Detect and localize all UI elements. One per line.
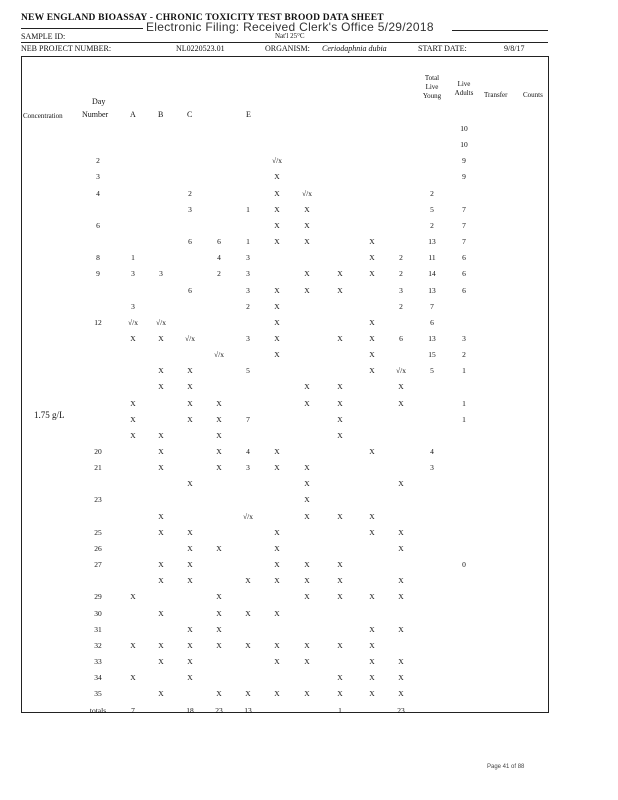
table-cell-e: 2 bbox=[246, 301, 250, 311]
table-cell-c: X bbox=[187, 366, 193, 376]
table-cell-b: X bbox=[158, 608, 164, 618]
table-cell-la: 3 bbox=[462, 333, 466, 343]
table-cell-j: X bbox=[398, 543, 404, 553]
table-cell-f: X bbox=[274, 543, 280, 553]
table-cell-tot: 3 bbox=[430, 463, 434, 473]
table-cell-g: X bbox=[304, 398, 310, 408]
table-cell-j: X bbox=[398, 527, 404, 537]
column-counts: Counts bbox=[523, 91, 543, 99]
table-cell-tot: 14 bbox=[428, 269, 436, 279]
table-cell-g: √/x bbox=[302, 188, 312, 198]
table-cell-h: X bbox=[337, 285, 343, 295]
table-cell-b: X bbox=[158, 640, 164, 650]
table-cell-g: X bbox=[304, 382, 310, 392]
table-cell-c: X bbox=[187, 527, 193, 537]
table-cell-f: X bbox=[274, 656, 280, 666]
day-number: 6 bbox=[96, 220, 100, 230]
table-cell-a: X bbox=[130, 398, 136, 408]
table-cell-j: 3 bbox=[399, 285, 403, 295]
table-cell-a: X bbox=[130, 592, 136, 602]
table-cell-g: X bbox=[304, 511, 310, 521]
column-transfer: Transfer bbox=[484, 91, 508, 99]
table-cell-c: √/x bbox=[185, 333, 195, 343]
totals-label: totals bbox=[89, 706, 107, 716]
table-cell-h: X bbox=[337, 511, 343, 521]
table-cell-f: √/x bbox=[272, 156, 282, 166]
table-cell-g: X bbox=[304, 689, 310, 699]
table-cell-la: 7 bbox=[462, 204, 466, 214]
table-cell-d: X bbox=[216, 414, 222, 424]
table-cell-b: X bbox=[158, 560, 164, 570]
table-cell-d: 2 bbox=[217, 269, 221, 279]
table-cell-g: X bbox=[304, 479, 310, 489]
table-cell-b: 3 bbox=[159, 269, 163, 279]
start-date-label: START DATE: bbox=[418, 44, 467, 53]
table-cell-b: X bbox=[158, 689, 164, 699]
table-cell-j: X bbox=[398, 689, 404, 699]
table-cell-d: X bbox=[216, 640, 222, 650]
column-live-adults: Live Adults bbox=[454, 80, 474, 98]
table-cell-f: X bbox=[274, 188, 280, 198]
table-cell-f: X bbox=[274, 220, 280, 230]
table-cell-b: √/x bbox=[156, 317, 166, 327]
table-cell-e: 3 bbox=[246, 269, 250, 279]
table-cell-j: 2 bbox=[399, 301, 403, 311]
table-cell-h: X bbox=[337, 576, 343, 586]
table-cell-la: 6 bbox=[462, 253, 466, 263]
day-number: 29 bbox=[94, 592, 102, 602]
day-number: 8 bbox=[96, 253, 100, 263]
table-cell-e: 7 bbox=[246, 414, 250, 424]
table-cell-la: 9 bbox=[462, 172, 466, 182]
table-cell-b: X bbox=[158, 447, 164, 456]
totals-cell-a: 7 bbox=[131, 706, 135, 716]
column-concentration: Concentration bbox=[23, 112, 63, 120]
table-cell-e: X bbox=[245, 608, 251, 618]
table-cell-c: X bbox=[187, 382, 193, 392]
table-cell-la: 1 bbox=[462, 398, 466, 408]
table-cell-j: √/x bbox=[396, 366, 406, 376]
day-number: 31 bbox=[94, 624, 102, 634]
table-cell-f: X bbox=[274, 527, 280, 537]
table-cell-a: X bbox=[130, 414, 136, 424]
organism-value: Ceriodaphnia dubia bbox=[322, 44, 387, 53]
table-cell-j: X bbox=[398, 624, 404, 634]
column-total-live-young: Total Live Young bbox=[422, 74, 442, 100]
totals-cell-j: 23 bbox=[397, 706, 405, 716]
table-cell-e: 1 bbox=[246, 204, 250, 214]
column-b: B bbox=[158, 110, 164, 119]
table-cell-g: X bbox=[304, 592, 310, 602]
concentration-value: 1.75 g/L bbox=[34, 410, 65, 420]
table-cell-d: 6 bbox=[217, 237, 221, 247]
table-cell-e: 3 bbox=[246, 285, 250, 295]
project-number-value: NL0220523.01 bbox=[176, 44, 225, 53]
table-cell-a: 3 bbox=[131, 301, 135, 311]
table-cell-b: X bbox=[158, 656, 164, 666]
table-cell-j: 2 bbox=[399, 269, 403, 279]
table-cell-la: 7 bbox=[462, 237, 466, 247]
header-rule-right bbox=[452, 30, 548, 31]
table-cell-g: X bbox=[304, 204, 310, 214]
table-cell-b: X bbox=[158, 463, 164, 473]
table-cell-f: X bbox=[274, 350, 280, 360]
totals-cell-d: 23 bbox=[215, 706, 223, 716]
table-cell-j: X bbox=[398, 656, 404, 666]
table-cell-f: X bbox=[274, 172, 280, 182]
table-cell-a: X bbox=[130, 673, 136, 683]
header-rule-bottom bbox=[21, 56, 548, 57]
table-cell-c: X bbox=[187, 479, 193, 489]
table-cell-g: X bbox=[304, 285, 310, 295]
table-cell-e: 3 bbox=[246, 333, 250, 343]
table-cell-d: X bbox=[216, 463, 222, 473]
table-cell-la: 6 bbox=[462, 285, 466, 295]
table-cell-b: X bbox=[158, 527, 164, 537]
project-number-label: NEB PROJECT NUMBER: bbox=[21, 44, 112, 53]
table-cell-f: X bbox=[274, 463, 280, 473]
page-number: Page 41 of 88 bbox=[487, 764, 525, 770]
table-cell-e: X bbox=[245, 576, 251, 586]
column-a: A bbox=[130, 110, 136, 119]
table-cell-f: X bbox=[274, 301, 280, 311]
table-cell-la: 7 bbox=[462, 220, 466, 230]
table-cell-h: X bbox=[337, 673, 343, 683]
table-cell-la: 9 bbox=[462, 156, 466, 166]
table-cell-b: X bbox=[158, 430, 164, 440]
table-cell-h: X bbox=[337, 269, 343, 279]
table-cell-f: X bbox=[274, 640, 280, 650]
table-cell-d: X bbox=[216, 447, 222, 456]
totals-cell-c: 18 bbox=[186, 706, 194, 716]
table-cell-h: X bbox=[337, 414, 343, 424]
table-cell-d: X bbox=[216, 398, 222, 408]
table-cell-la: 6 bbox=[462, 269, 466, 279]
table-cell-i: X bbox=[369, 350, 375, 360]
table-cell-b: X bbox=[158, 511, 164, 521]
table-cell-tot: 4 bbox=[430, 447, 434, 456]
day-number: 25 bbox=[94, 527, 102, 537]
table-cell-c: 6 bbox=[188, 285, 192, 295]
table-cell-j: X bbox=[398, 398, 404, 408]
table-cell-h: X bbox=[337, 430, 343, 440]
table-cell-tot: 13 bbox=[428, 237, 436, 247]
table-cell-j: X bbox=[398, 673, 404, 683]
table-cell-f: X bbox=[274, 689, 280, 699]
day-number: 9 bbox=[96, 269, 100, 279]
table-cell-i: X bbox=[369, 673, 375, 683]
table-cell-la: 10 bbox=[460, 124, 468, 133]
totals-cell-h: 1 bbox=[338, 706, 342, 716]
table-cell-a: X bbox=[130, 640, 136, 650]
table-cell-g: X bbox=[304, 576, 310, 586]
start-date-value: 9/8/17 bbox=[504, 44, 525, 53]
table-cell-g: X bbox=[304, 640, 310, 650]
table-cell-b: X bbox=[158, 382, 164, 392]
day-number: 23 bbox=[94, 495, 102, 505]
table-cell-f: X bbox=[274, 576, 280, 586]
table-cell-la: 1 bbox=[462, 414, 466, 424]
table-cell-i: X bbox=[369, 527, 375, 537]
table-cell-i: X bbox=[369, 366, 375, 376]
table-cell-i: X bbox=[369, 511, 375, 521]
table-cell-i: X bbox=[369, 689, 375, 699]
table-cell-g: X bbox=[304, 269, 310, 279]
day-number: 34 bbox=[94, 673, 102, 683]
day-number: 26 bbox=[94, 543, 102, 553]
column-e: E bbox=[246, 110, 251, 119]
table-cell-i: X bbox=[369, 237, 375, 247]
table-cell-f: X bbox=[274, 237, 280, 247]
table-cell-e: 1 bbox=[246, 237, 250, 247]
table-cell-a: √/x bbox=[128, 317, 138, 327]
table-cell-c: X bbox=[187, 398, 193, 408]
day-number: 33 bbox=[94, 656, 102, 666]
table-cell-c: X bbox=[187, 543, 193, 553]
day-number: 21 bbox=[94, 463, 102, 473]
table-cell-e: 3 bbox=[246, 253, 250, 263]
table-cell-f: X bbox=[274, 317, 280, 327]
table-cell-d: √/x bbox=[214, 350, 224, 360]
table-cell-g: X bbox=[304, 495, 310, 505]
table-cell-g: X bbox=[304, 560, 310, 570]
table-cell-f: X bbox=[274, 447, 280, 456]
table-cell-d: X bbox=[216, 689, 222, 699]
table-cell-tot: 5 bbox=[430, 366, 434, 376]
table-cell-j: 2 bbox=[399, 253, 403, 263]
day-number: 27 bbox=[94, 560, 102, 570]
table-cell-c: 2 bbox=[188, 188, 192, 198]
table-cell-tot: 2 bbox=[430, 220, 434, 230]
table-cell-g: X bbox=[304, 656, 310, 666]
table-cell-d: X bbox=[216, 592, 222, 602]
table-cell-h: X bbox=[337, 333, 343, 343]
table-cell-tot: 5 bbox=[430, 204, 434, 214]
table-cell-tot: 15 bbox=[428, 350, 436, 360]
table-cell-d: X bbox=[216, 624, 222, 634]
table-cell-c: X bbox=[187, 624, 193, 634]
table-cell-a: 1 bbox=[131, 253, 135, 263]
table-cell-la: 0 bbox=[462, 560, 466, 570]
table-cell-j: 6 bbox=[399, 333, 403, 343]
table-cell-g: X bbox=[304, 463, 310, 473]
table-cell-la: 10 bbox=[460, 140, 468, 150]
table-cell-i: X bbox=[369, 592, 375, 602]
table-cell-d: X bbox=[216, 543, 222, 553]
day-number: 30 bbox=[94, 608, 102, 618]
table-cell-a: 3 bbox=[131, 269, 135, 279]
table-cell-f: X bbox=[274, 560, 280, 570]
table-cell-tot: 13 bbox=[428, 285, 436, 295]
table-cell-tot: 6 bbox=[430, 317, 434, 327]
table-cell-la: 1 bbox=[462, 366, 466, 376]
sample-id-label: SAMPLE ID: bbox=[21, 32, 66, 41]
table-cell-c: X bbox=[187, 560, 193, 570]
table-cell-b: X bbox=[158, 333, 164, 343]
table-cell-e: 5 bbox=[246, 366, 250, 376]
table-cell-b: X bbox=[158, 576, 164, 586]
table-cell-h: X bbox=[337, 592, 343, 602]
table-cell-h: X bbox=[337, 560, 343, 570]
table-cell-g: X bbox=[304, 220, 310, 230]
table-border-left bbox=[21, 56, 22, 712]
table-cell-tot: 7 bbox=[430, 301, 434, 311]
table-cell-i: X bbox=[369, 317, 375, 327]
table-cell-h: X bbox=[337, 382, 343, 392]
table-cell-j: X bbox=[398, 592, 404, 602]
table-cell-j: X bbox=[398, 576, 404, 586]
table-cell-d: X bbox=[216, 608, 222, 618]
table-cell-tot: 13 bbox=[428, 333, 436, 343]
table-cell-f: X bbox=[274, 204, 280, 214]
table-cell-e: X bbox=[245, 689, 251, 699]
table-border-right bbox=[548, 56, 549, 712]
table-cell-h: X bbox=[337, 689, 343, 699]
table-cell-i: X bbox=[369, 640, 375, 650]
table-cell-c: 3 bbox=[188, 204, 192, 214]
day-number: 12 bbox=[94, 317, 102, 327]
table-cell-a: X bbox=[130, 430, 136, 440]
table-cell-i: X bbox=[369, 656, 375, 666]
column-day: Day bbox=[92, 97, 106, 106]
table-cell-h: X bbox=[337, 398, 343, 408]
table-cell-g: X bbox=[304, 237, 310, 247]
table-cell-i: X bbox=[369, 447, 375, 456]
table-cell-j: X bbox=[398, 479, 404, 489]
day-number: 32 bbox=[94, 640, 102, 650]
table-cell-h: X bbox=[337, 640, 343, 650]
sheet-title: NEW ENGLAND BIOASSAY - CHRONIC TOXICITY TEST BROOD DATA SHEET bbox=[21, 13, 384, 23]
table-cell-a: X bbox=[130, 333, 136, 343]
column-number: Number bbox=[82, 110, 109, 119]
table-cell-e: 4 bbox=[246, 447, 250, 456]
day-number: 3 bbox=[96, 172, 100, 182]
table-cell-c: 6 bbox=[188, 237, 192, 247]
day-number: 4 bbox=[96, 188, 100, 198]
table-cell-i: X bbox=[369, 253, 375, 263]
day-number: 20 bbox=[94, 447, 102, 456]
table-cell-tot: 11 bbox=[428, 253, 436, 263]
table-cell-j: X bbox=[398, 382, 404, 392]
table-cell-i: X bbox=[369, 624, 375, 634]
temperature-note: Nat'l 25°C bbox=[275, 32, 305, 40]
table-cell-e: 3 bbox=[246, 463, 250, 473]
table-cell-d: 4 bbox=[217, 253, 221, 263]
totals-cell-e: 13 bbox=[244, 706, 252, 716]
table-cell-i: X bbox=[369, 333, 375, 343]
table-cell-e: X bbox=[245, 640, 251, 650]
column-c: C bbox=[187, 110, 193, 119]
clerk-filing-stamp: Electronic Filing: Received Clerk's Office 5/29/2018 bbox=[146, 20, 434, 34]
table-cell-c: X bbox=[187, 414, 193, 424]
table-cell-c: X bbox=[187, 656, 193, 666]
table-cell-e: √/x bbox=[243, 511, 253, 521]
table-cell-la: 2 bbox=[462, 350, 466, 360]
table-cell-d: X bbox=[216, 430, 222, 440]
table-cell-c: X bbox=[187, 673, 193, 683]
table-cell-tot: 2 bbox=[430, 188, 434, 198]
header-rule-left bbox=[21, 28, 143, 29]
table-cell-f: X bbox=[274, 285, 280, 295]
header-rule-mid bbox=[21, 42, 548, 43]
table-cell-f: X bbox=[274, 333, 280, 343]
table-cell-c: X bbox=[187, 640, 193, 650]
day-number: 35 bbox=[94, 689, 102, 699]
table-cell-f: X bbox=[274, 608, 280, 618]
day-number: 2 bbox=[96, 156, 100, 166]
table-cell-c: X bbox=[187, 576, 193, 586]
organism-label: ORGANISM: bbox=[265, 44, 310, 53]
table-cell-b: X bbox=[158, 366, 164, 376]
table-cell-i: X bbox=[369, 269, 375, 279]
